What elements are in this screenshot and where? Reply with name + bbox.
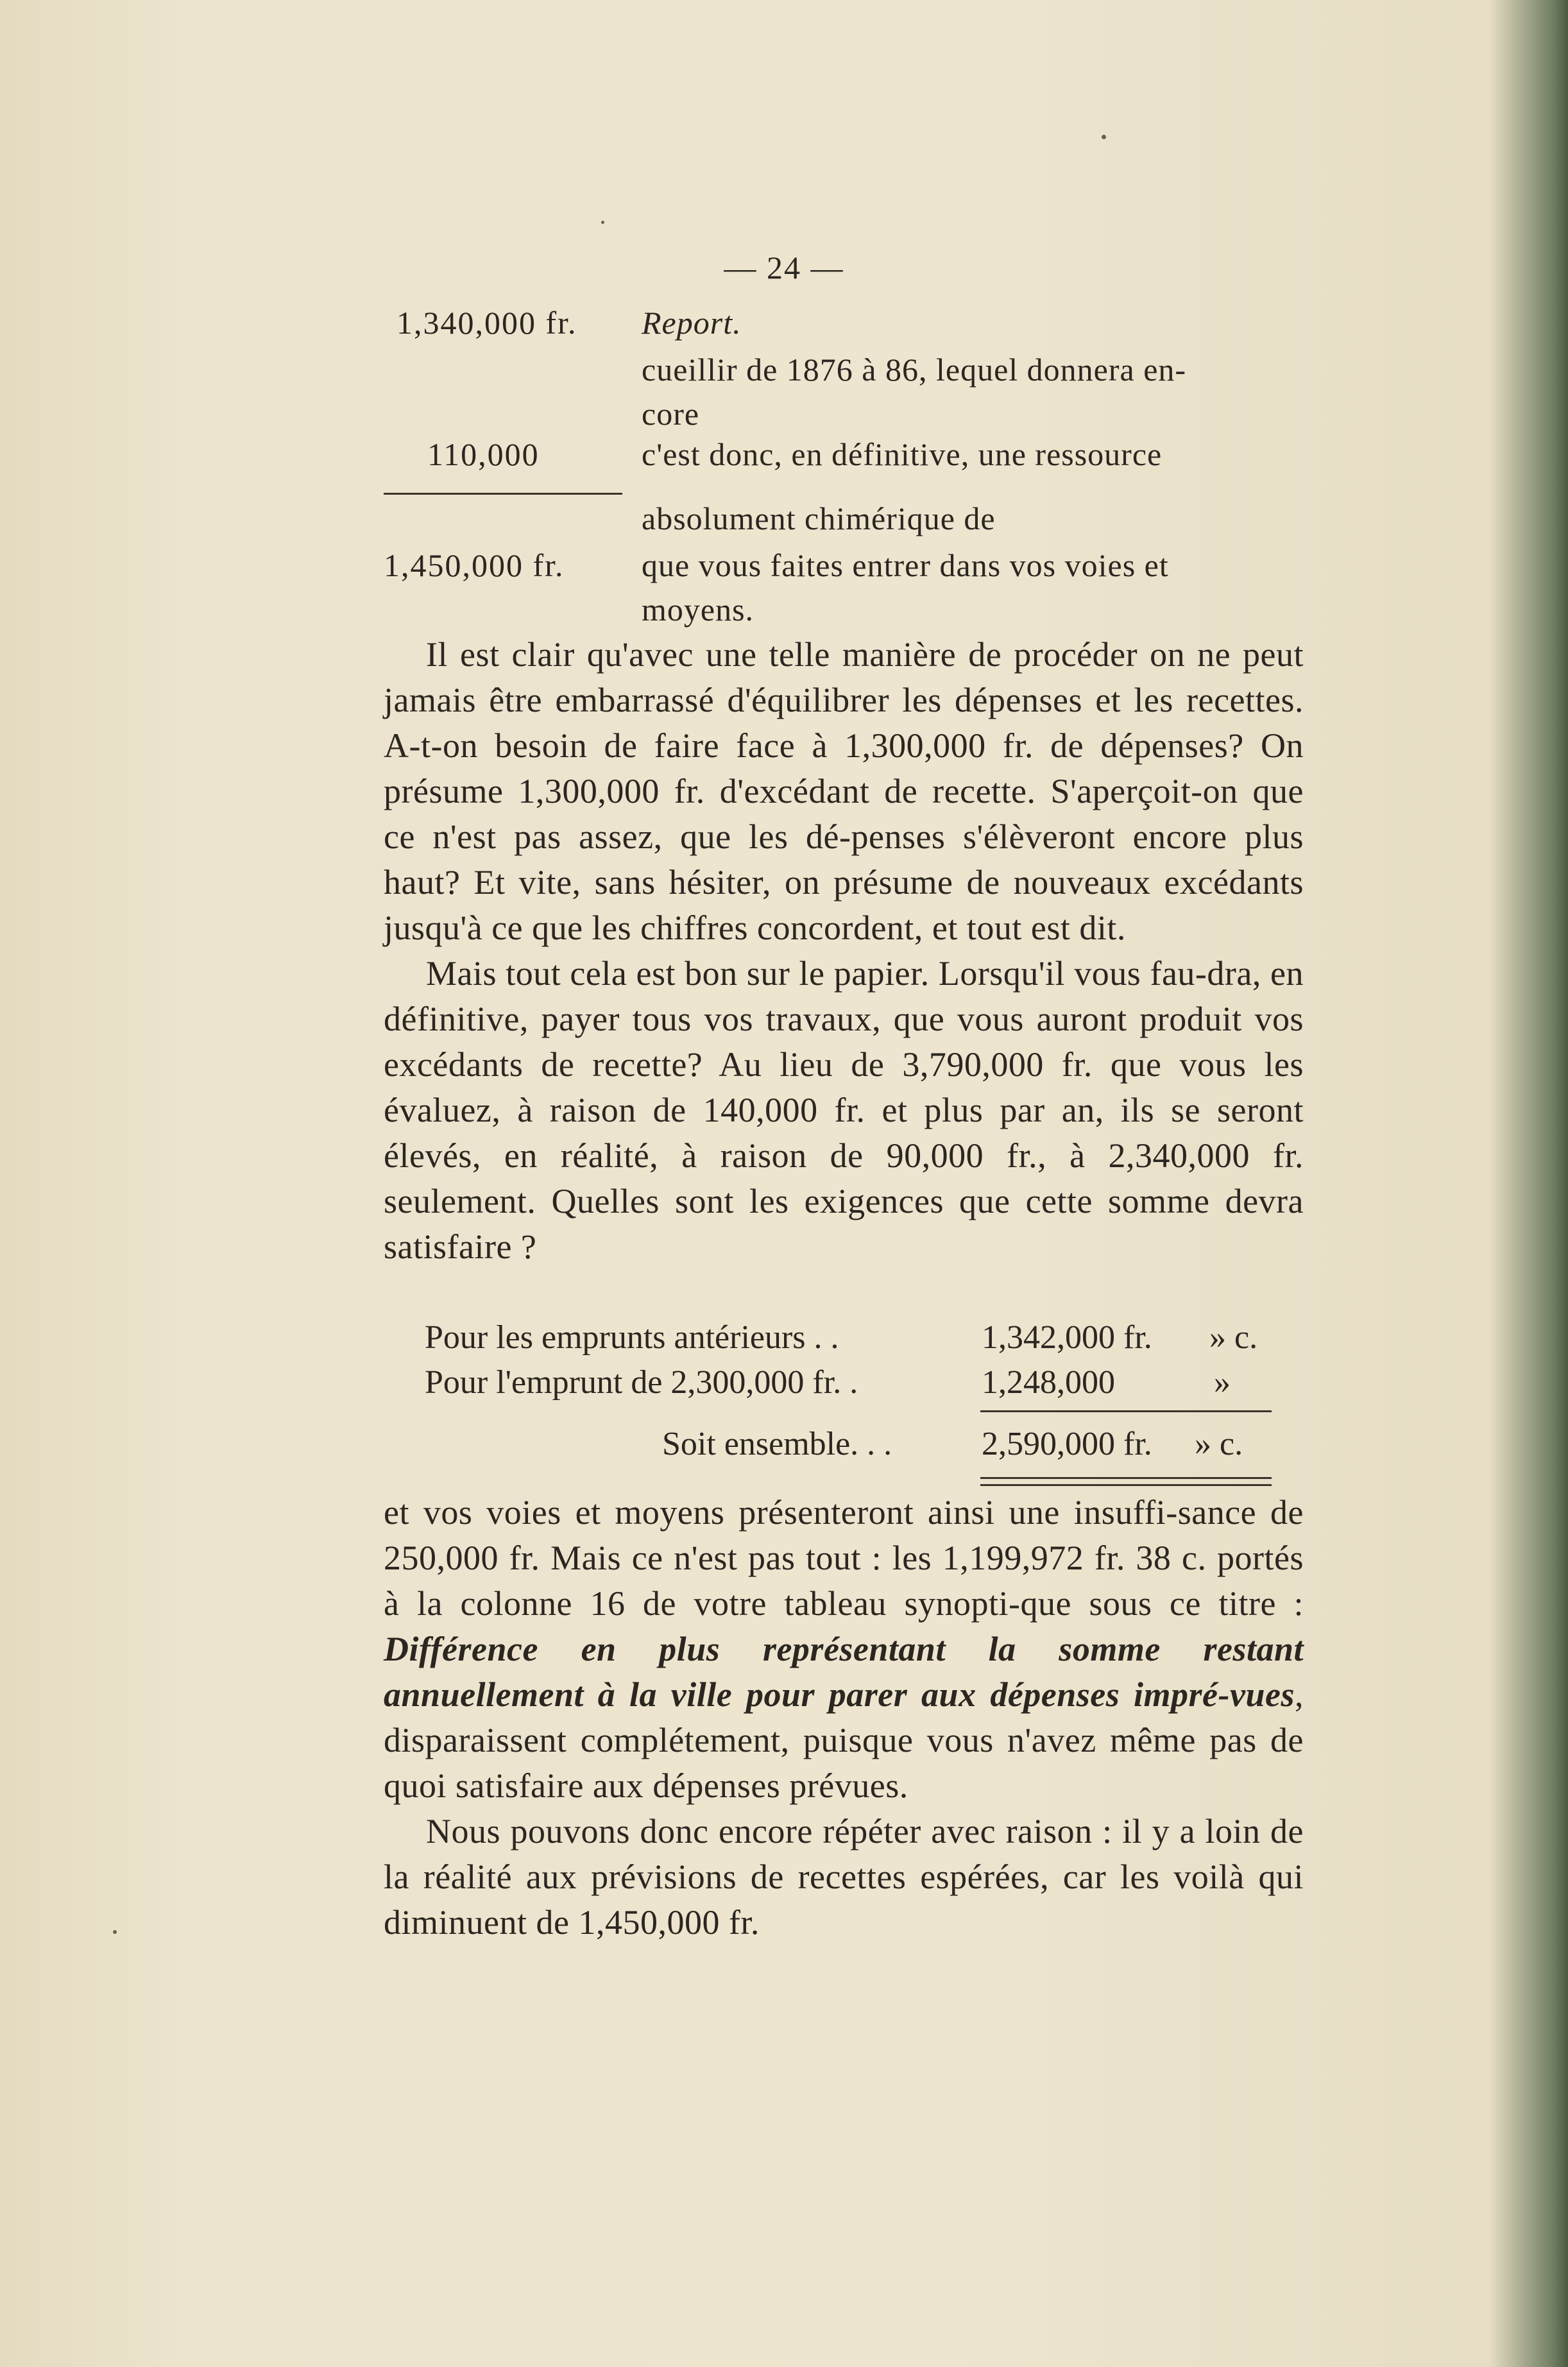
paragraph: Il est clair qu'avec une telle manière de procéder on ne peut jamais être embarrassé d'équilibrer les dépenses et les recettes. A-t-on besoin de faire face à 1,300,000 fr. de dépenses? On présume 1,300,000 fr. d'excédant de recette. S'aperçoit-on que ce n'est pas assez, que les dé-penses s'élèveront encore plus haut? Et vite, sans hésiter, on présume de nouveaux excédants jusqu'à ce que les chiffres concordent, et tout est dit. [384,635,1304,947]
paragraph [384,1490,1304,1809]
paragraph: Nous pouvons donc encore répéter avec raison : il y a loin de la réalité aux prévisions de recettes espérées, car les voilà qui diminuent de 1,450,000 fr. [384,1812,1304,1942]
table-amount: 1,248,000 [982,1364,1115,1401]
table-unit: » [1214,1364,1231,1401]
paragraph-text: , disparaissent complétement, puisque vous n'avez même pas de quoi satisfaire aux dépenses prévues. [384,1675,1304,1805]
paper-speck [113,1930,117,1934]
ledger-text: que vous faites entrer dans vos voies et [642,547,1169,583]
table-amount: 1,342,000 fr. [982,1319,1152,1356]
ledger-text: Report. [642,305,742,341]
table-sum-rule [980,1410,1272,1412]
ledger-amount: 110,000 [427,436,540,472]
body-text-block [384,1490,1304,1945]
table-total-double-rule [980,1484,1272,1486]
table-total-double-rule [980,1477,1272,1479]
ledger-amount: 1,450,000 fr. [384,547,565,583]
ledger-text: core [642,396,700,432]
paragraph-italic-quote: Différence en plus représentant la somme restant annuellement à la ville pour parer aux dépenses impré-vues [384,1630,1304,1714]
paragraph-text: et vos voies et moyens présenteront ainsi une insuffi-sance de 250,000 fr. Mais ce n'est pas tout : les 1,199,972 fr. 38 c. portés à la colonne 16 de votre tableau synopti-que sous ce titre : [384,1493,1304,1623]
body-text-block [384,632,1304,1270]
table-label: Pour l'emprunt de 2,300,000 fr. . [425,1364,858,1401]
paragraph: Mais tout cela est bon sur le papier. Lorsqu'il vous fau-dra, en définitive, payer tous vos travaux, que vous auront produit vos excédants de recette? Au lieu de 3,790,000 fr. que vous les évaluez, à raison de 140,000 fr. et plus par an, ils se seront élevés, en réalité, à raison de 90,000 fr., à 2,340,000 fr. seulement. Quelles sont les exigences que cette somme devra satisfaire ? [384,954,1304,1266]
table-total-label: Soit ensemble. . . [662,1426,892,1462]
ledger-text: cueillir de 1876 à 86, lequel donnera en- [642,352,1187,388]
table-total-amount: 2,590,000 fr. [982,1426,1152,1462]
paper-speck [601,221,604,224]
table-total-unit: » c. [1195,1426,1243,1462]
ledger-amount: 1,340,000 fr. [396,305,577,341]
table-label: Pour les emprunts antérieurs . . [425,1319,839,1356]
ledger-text: moyens. [642,592,754,628]
ledger-text: c'est donc, en définitive, une ressource [642,436,1163,472]
ledger-sum-rule [384,493,622,495]
ledger-text: absolument chimérique de [642,500,996,536]
page-number: — 24 — [724,250,844,286]
paper-speck [1102,135,1106,139]
table-unit: » c. [1209,1319,1258,1356]
